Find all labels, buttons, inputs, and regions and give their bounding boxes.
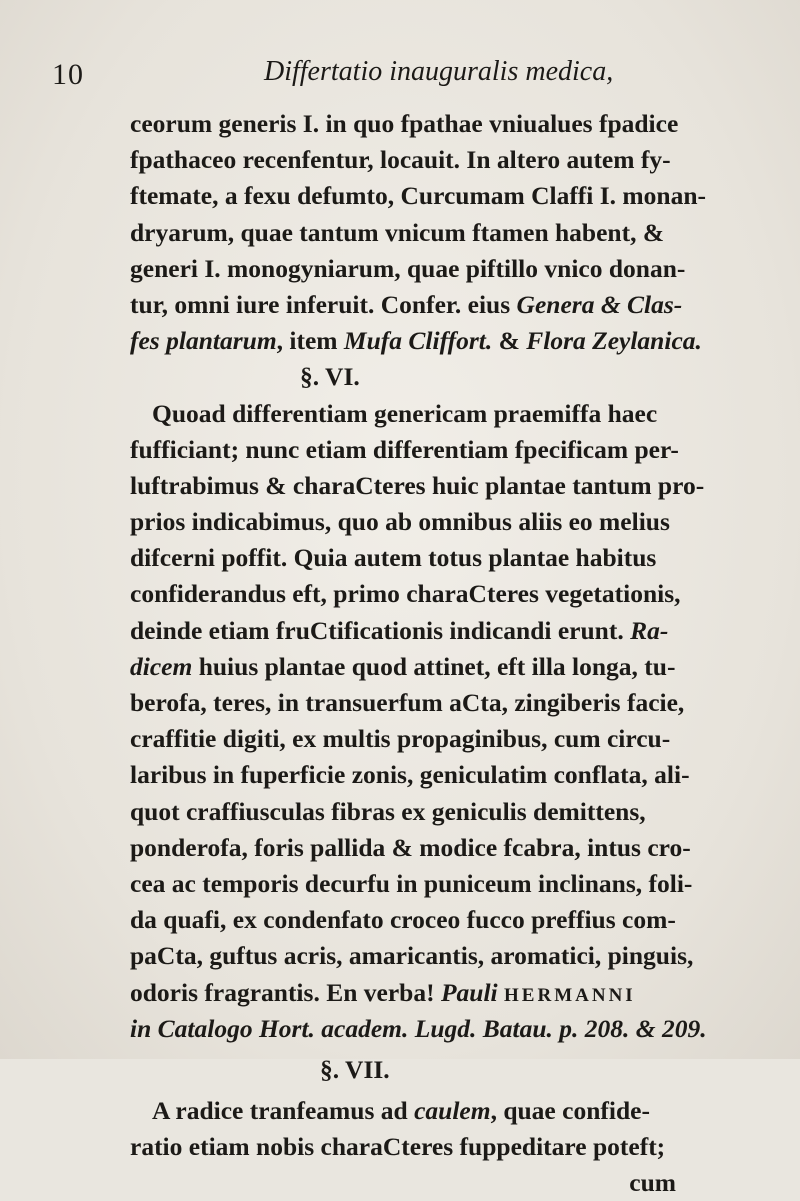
text-line: cea ac temporis decurfu in puniceum inclinans, foli- <box>130 868 693 898</box>
text-line: confiderandus eft, primo charaCteres vegetationis, <box>130 579 681 609</box>
running-title: Differtatio inauguralis medica, <box>264 56 614 87</box>
text-line <box>130 613 688 649</box>
text-fragment: A radice tranfeamus ad <box>152 1095 415 1125</box>
text-line <box>130 975 688 1011</box>
text-line: ceorum generis I. in quo fpathae vniualues fpadice <box>130 109 679 138</box>
text-line: quot craffiusculas fibras ex geniculis demittens, <box>130 796 646 826</box>
catchword: cum <box>629 1168 676 1198</box>
text-line: ponderofa, foris pallida & modice fcabra, intus cro- <box>130 832 691 862</box>
text-line <box>130 287 688 323</box>
text-fragment: , quae confide- <box>490 1095 650 1125</box>
text-line: berofa, teres, in transuerfum aCta, zingiberis facie, <box>130 688 685 717</box>
citation-line <box>130 1011 707 1047</box>
text-fragment: huius plantae quod attinet, eft illa longa, tu- <box>192 651 676 681</box>
section-heading-6: §. VI. <box>300 362 360 392</box>
page-header <box>52 56 752 96</box>
small-caps-name: HERMANNI <box>504 984 636 1006</box>
text-line: da quafi, ex condenfato croceo fucco preffius com- <box>130 905 676 935</box>
body-text <box>130 106 707 1201</box>
italic-reference: Flora Zeylanica. <box>526 326 702 356</box>
text-line <box>130 323 702 359</box>
text-line: laribus in fuperficie zonis, geniculatim conflata, ali- <box>130 760 690 790</box>
citation: in Catalogo Hort. academ. Lugd. Batau. p. 208. & 209. <box>130 1013 707 1043</box>
italic-word: dicem <box>130 651 193 681</box>
text-line: prios indicabimus, quo ab omnibus aliis eo melius <box>130 507 670 537</box>
italic-word: Ra- <box>630 615 669 645</box>
text-line: craffitie digiti, ex multis propaginibus, cum circu- <box>130 724 671 754</box>
text-line: luftrabimus & charaCteres huic plantae tantum pro- <box>130 470 705 500</box>
page-number: 10 <box>52 58 84 91</box>
text-fragment: deinde etiam fruCtificationis indicandi erunt. <box>130 615 624 645</box>
italic-reference: fes plantarum <box>130 326 277 356</box>
text-line: difcerni poffit. Quia autem totus plantae habitus <box>130 543 657 573</box>
text-line: dryarum, quae tantum vnicum ftamen habent, & <box>130 217 665 247</box>
text-line <box>130 649 688 685</box>
text-line: ratio etiam nobis charaCteres fuppeditare poteft; <box>130 1132 666 1162</box>
text-line: ftemate, a fexu defumto, Curcumam Claffi I. monan- <box>130 181 707 211</box>
text-line: fpathaceo recenfentur, locauit. In altero autem fy- <box>130 145 671 175</box>
text-line <box>130 1093 688 1129</box>
text-fragment: tur, omni iure inferuit. Confer. eius <box>130 289 511 319</box>
italic-name: Pauli <box>440 977 498 1007</box>
italic-reference: Genera & Clas- <box>516 289 683 319</box>
italic-reference: Mufa Cliffort. <box>343 326 493 356</box>
section-heading-7: §. VII. <box>320 1054 390 1084</box>
text-line: fufficiant; nunc etiam differentiam fpecificam per- <box>130 434 679 464</box>
text-line: generi I. monogyniarum, quae piftillo vnico donan- <box>130 253 686 283</box>
italic-word: caulem <box>414 1095 491 1125</box>
text-fragment: , item <box>276 326 344 356</box>
text-fragment: & <box>492 326 527 356</box>
text-fragment: odoris fragrantis. En verba! <box>130 977 441 1007</box>
text-line: paCta, guftus acris, amaricantis, aromatici, pinguis, <box>130 941 694 971</box>
text-line: Quoad differentiam genericam praemiffa haec <box>152 398 658 428</box>
